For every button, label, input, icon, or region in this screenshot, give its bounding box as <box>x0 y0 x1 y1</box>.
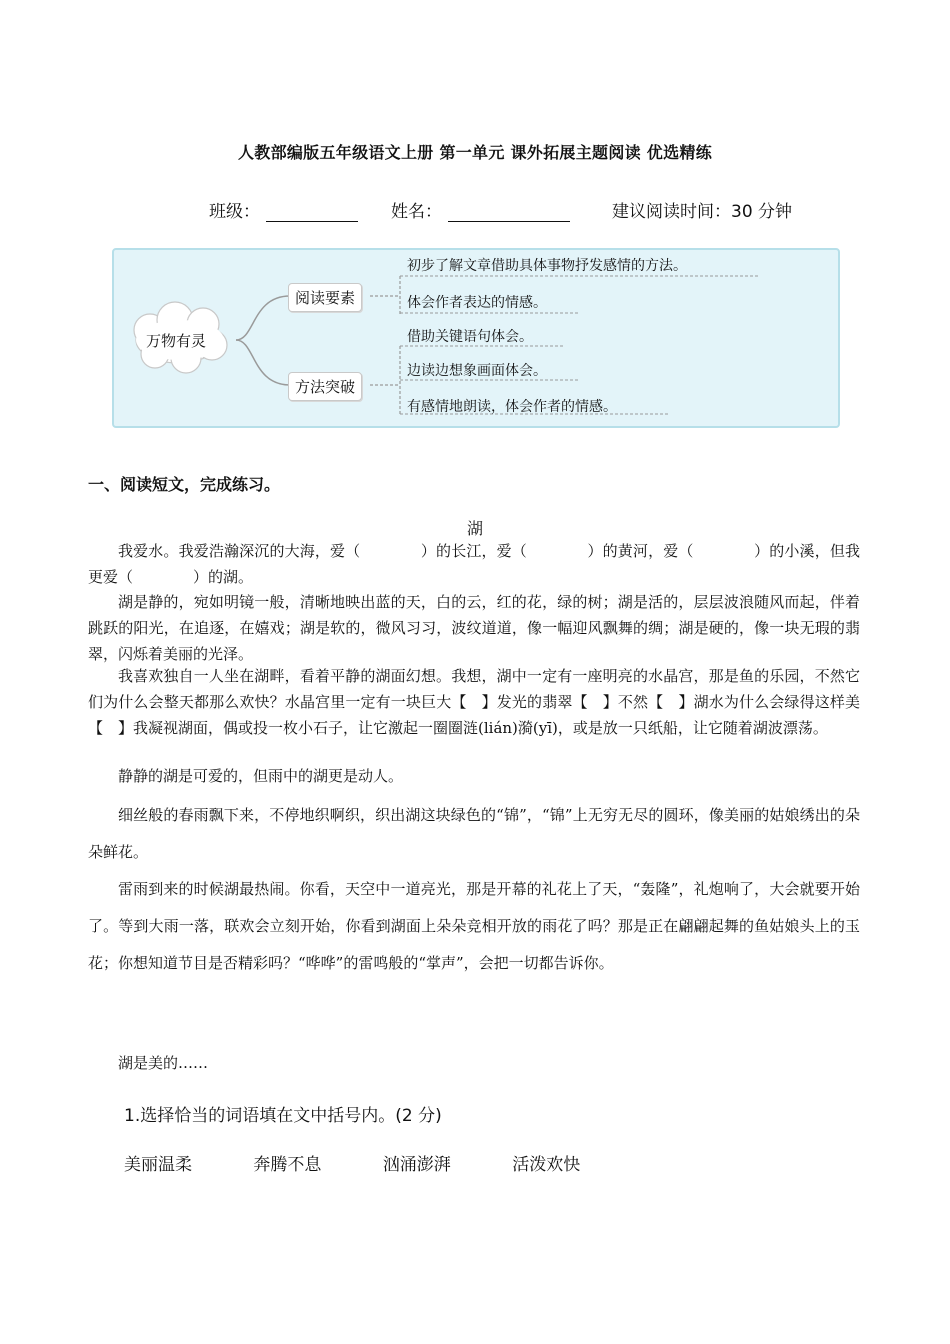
mindmap-item: 初步了解文章借助具体事物抒发感情的方法。 <box>407 258 687 274</box>
option-word: 奔腾不息 <box>253 1155 322 1175</box>
branch-method-breakthrough: 方法突破 <box>288 372 362 401</box>
mindmap-item: 借助关键语句体会。 <box>407 329 533 345</box>
paragraph: 湖是美的…… <box>118 1054 209 1072</box>
paragraph: 雷雨到来的时候湖最热闹。你看，天空中一道亮光，那是开幕的礼花上了天，“轰隆”，礼炮响了，大会就要开始了。等到大雨一落，联欢会立刻开始，你看到湖面上朵朵竞相开放的雨花了吗？那是正在翩翩起舞的鱼姑娘头上的玉花；你想知道节目是否精彩吗？“哗哗”的雷鸣般的“掌声”，会把一切都告诉你。 <box>88 880 860 972</box>
mindmap-item: 有感情地朗读，体会作者的情感。 <box>407 399 617 415</box>
paragraph: 细丝般的春雨飘下来，不停地织啊织，织出湖这块绿色的“锦”，“锦”上无穷无尽的圆环，像美丽的姑娘绣出的朵朵鲜花。 <box>88 806 860 861</box>
name-label: 姓名： <box>391 202 442 222</box>
mindmap-center: 万物有灵 <box>146 332 207 350</box>
passage-title: 湖 <box>466 519 483 538</box>
class-label: 班级： <box>209 202 260 222</box>
option-word: 活泼欢快 <box>512 1155 581 1175</box>
word-options <box>124 1150 636 1175</box>
paragraph: 我喜欢独自一人坐在湖畔，看着平静的湖面幻想。我想，湖中一定有一座明亮的水晶宫，那是鱼的乐园，不然它们为什么会整天都那么欢快？水晶宫里一定有一块巨大【 】发光的翡翠【 】不然【 】湖水为什么会绿得这样美【 】我凝视湖面，偶或投一枚小石子，让它激起一圈圈涟(lián)漪(yī)，或是放一只纸船，让它随着湖波漂荡。 <box>88 667 860 737</box>
mindmap-item: 边读边想象画面体会。 <box>407 363 547 379</box>
question-1: 1.选择恰当的词语填在文中括号内。(2 分) <box>124 1106 442 1126</box>
reading-time: 建议阅读时间：30 分钟 <box>612 202 793 222</box>
page-title: 人教部编版五年级语文上册 第一单元 课外拓展主题阅读 优选精练 <box>237 143 712 162</box>
paragraph: 我爱水。我爱浩瀚深沉的大海，爱（ ）的长江，爱（ ）的黄河，爱（ ）的小溪，但我更爱（ ）的湖。 <box>88 542 860 586</box>
option-word: 汹涌澎湃 <box>382 1155 451 1175</box>
paragraph: 湖是静的，宛如明镜一般，清晰地映出蓝的天，白的云，红的花，绿的树；湖是活的，层层波浪随风而起，伴着跳跃的阳光，在追逐，在嬉戏；湖是软的，微风习习，波纹道道，像一幅迎风飘舞的绸；湖是硬的，像一块无瑕的翡翠，闪烁着美丽的光泽。 <box>88 593 860 663</box>
option-word: 美丽温柔 <box>124 1155 192 1175</box>
mindmap-item: 体会作者表达的情感。 <box>407 295 547 311</box>
section-heading: 一、阅读短文，完成练习。 <box>88 475 281 494</box>
paragraph: 静静的湖是可爱的，但雨中的湖更是动人。 <box>118 767 404 785</box>
branch-reading-elements: 阅读要素 <box>288 283 362 312</box>
